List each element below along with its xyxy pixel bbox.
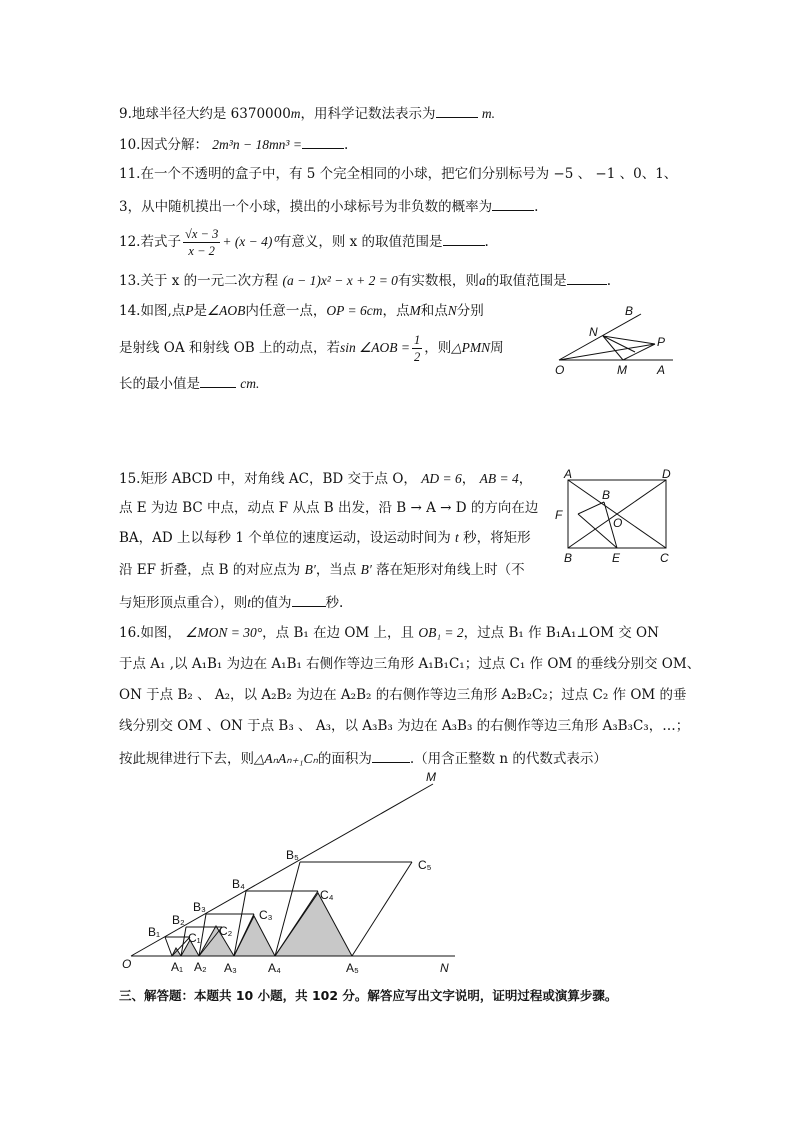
label-m: M	[426, 770, 436, 784]
label-a: A	[564, 467, 573, 481]
label-p: P	[657, 335, 666, 349]
label-b-prime: B	[602, 488, 611, 502]
fraction: $\frac{1}{2}$	[413, 333, 421, 364]
label-c5: C₅	[418, 858, 432, 872]
section-3-heading: 三、解答题：本题共 10 小题，共 102 分。解答应写出文字说明，证明过程或演算步骤。	[119, 988, 618, 1003]
label-n: N	[440, 961, 449, 975]
question-15-line-4: 沿 EF 折叠，点 B 的对应点为 B′，当点 B′ 落在矩形对角线上时（不	[119, 562, 525, 578]
question-11-line-1: 11.在一个不透明的盒子中，有 5 个完全相同的小球，把它们分别标号为 −5 、 −1 、0、1、	[119, 166, 678, 182]
shaded-triangle-5	[275, 893, 352, 956]
label-c2: C₂	[219, 924, 233, 938]
question-16-line-1: 16.如图， ∠MON = 30°，点 B₁ 在边 OM 上，且 OB₁ = 2，过点 B₁ 作 B₁A₁⊥OM 交 ON	[119, 625, 659, 641]
question-14-line-2: 是射线 OA 和射线 OB 上的动点，若sin ∠AOB = $\frac{1}{2}$ ，则△PMN周	[119, 333, 504, 364]
label-d: D	[662, 467, 671, 481]
label-b3: B₃	[193, 900, 206, 914]
question-14-line-3: 长的最小值是 cm.	[119, 373, 259, 393]
question-13: 13.关于 x 的一元二次方程 (a − 1)x² − x + 2 = 0有实数根，则a的取值范围是 .	[119, 270, 611, 290]
fraction: $\frac{√x - 3}{x - 2}$	[184, 227, 219, 258]
question-11-line-2: 3，从中随机摸出一个小球，摸出的小球标号为非负数的概率为 .	[119, 196, 538, 216]
question-10: 10.因式分解： 2m³n − 18mn³ = .	[119, 134, 348, 154]
question-15-line-5: 与矩形顶点重合），则t的值为 秒.	[119, 592, 343, 612]
label-b: B	[564, 551, 573, 565]
label-a2: A₂	[194, 960, 207, 974]
question-15-line-2: 点 E 为边 BC 中点，动点 F 从点 B 出发，沿 B → A → D 的方向在边	[119, 500, 539, 516]
question-14-line-1: 14.如图,点P是∠AOB内任意一点，OP = 6cm，点M和点N分别	[119, 303, 484, 319]
label-a3: A₃	[224, 961, 237, 975]
label-c: C	[660, 551, 669, 565]
label-f: F	[555, 508, 563, 522]
label-o: O	[555, 363, 565, 377]
question-16-line-5: 按此规律进行下去，则△AₙAₙ₊₁Cₙ的面积为 .（用含正整数 n 的代数式表示）	[119, 748, 607, 768]
question-16-line-2: 于点 A₁ ,以 A₁B₁ 为边在 A₁B₁ 右侧作等边三角形 A₁B₁C₁；过点 C₁ 作 OM 的垂线分别交 OM、	[119, 656, 701, 672]
question-15-line-3: BA，AD 上以每秒 1 个单位的速度运动，设运动时间为 t 秒，将矩形	[119, 530, 531, 546]
label-b1: B₁	[148, 925, 161, 939]
label-n: N	[589, 325, 598, 339]
label-b4: B₄	[232, 877, 245, 891]
label-a: A	[657, 363, 666, 377]
label-o: O	[613, 516, 623, 530]
label-e: E	[612, 551, 621, 565]
label-c4: C₄	[320, 888, 334, 902]
label-o: O	[122, 957, 132, 971]
question-12: 12.若式子 $\frac{√x - 3}{x - 2}$ + (x − 4)⁰有意义，则 x 的取值范围是 .	[119, 227, 489, 258]
label-b5: B₅	[286, 848, 299, 862]
label-c1: C₁	[188, 931, 201, 945]
label-b2: B₂	[172, 913, 185, 927]
label-a4: A₄	[268, 961, 281, 975]
question-16-line-4: 线分别交 OM 、ON 于点 B₃ 、 A₃，以 A₃B₃ 为边在 A₃B₃ 的右侧作等边三角形 A₃B₃C₃，…；	[119, 718, 690, 734]
label-c3: C₃	[259, 908, 273, 922]
label-m: M	[617, 363, 627, 377]
question-9: 9.地球半径大约是 6370000m，用科学记数法表示为 m.	[119, 103, 495, 123]
label-a5: A₅	[346, 961, 359, 975]
question-15-line-1: 15.矩形 ABCD 中，对角线 AC，BD 交于点 O， AD = 6， AB = 4，	[119, 471, 533, 487]
label-b: B	[625, 304, 634, 318]
label-a1: A₁	[171, 960, 184, 974]
question-16-line-3: ON 于点 B₂ 、 A₂，以 A₂B₂ 为边在 A₂B₂ 的右侧作等边三角形 A₂B₂C₂；过点 C₂ 作 OM 的垂	[119, 687, 687, 703]
side-5	[352, 862, 412, 956]
